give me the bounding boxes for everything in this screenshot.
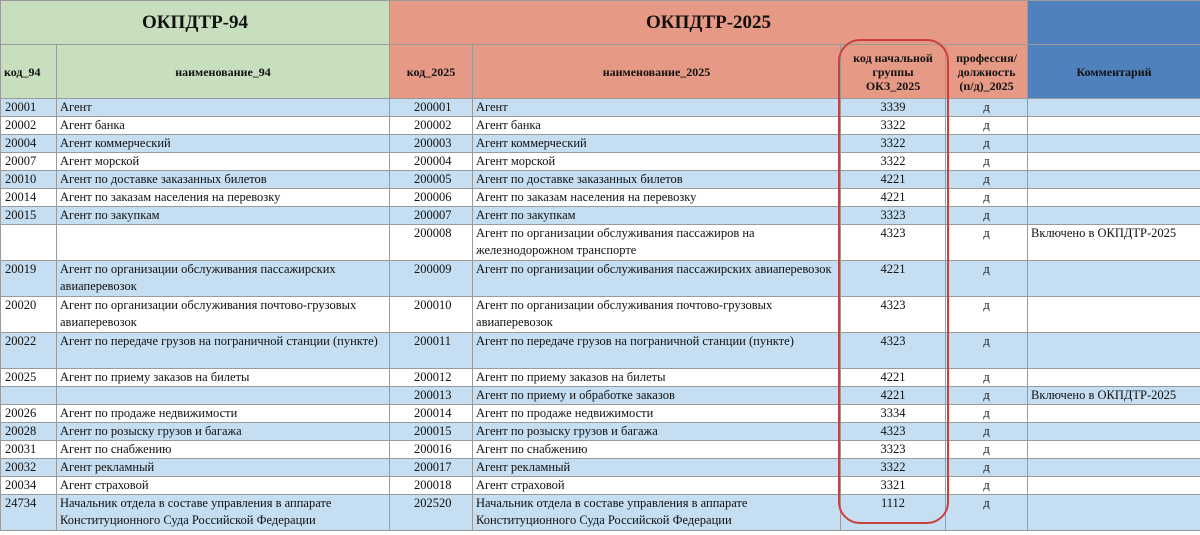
cell-comment[interactable] — [1028, 135, 1200, 153]
table-row — [1, 297, 1200, 333]
table-row — [1, 171, 1200, 189]
cell-okz2025[interactable]: 3322 — [841, 153, 946, 171]
cell-okz2025[interactable]: 4323 — [841, 225, 946, 261]
cell-kod2025[interactable]: 200003 — [390, 135, 473, 153]
cell-name2025[interactable]: Агент по доставке заказанных билетов — [473, 171, 841, 189]
cell-kod2025[interactable]: 200010 — [390, 297, 473, 333]
cell-prof2025[interactable]: д — [946, 387, 1028, 405]
cell-name94[interactable]: Агент по доставке заказанных билетов — [57, 171, 390, 189]
cell-name2025[interactable]: Агент банка — [473, 117, 841, 135]
table-row — [1, 225, 1200, 261]
cell-comment[interactable] — [1028, 495, 1200, 531]
col-okz2025[interactable]: код начальной группы ОКЗ_2025 — [841, 45, 946, 99]
cell-name2025[interactable]: Начальник отдела в составе управления в аппарате Конституционного Суда Российской Федерации — [473, 495, 841, 531]
cell-kod2025[interactable]: 200014 — [390, 405, 473, 423]
cell-okz2025[interactable]: 4221 — [841, 369, 946, 387]
cell-kod2025[interactable]: 200004 — [390, 153, 473, 171]
cell-name94[interactable]: Агент по приему заказов на билеты — [57, 369, 390, 387]
cell-okz2025[interactable]: 1112 — [841, 495, 946, 531]
cell-name94[interactable]: Начальник отдела в составе управления в аппарате Конституционного Суда Российской Федерации — [57, 495, 390, 531]
cell-name94[interactable]: Агент рекламный — [57, 459, 390, 477]
cell-kod2025[interactable]: 200018 — [390, 477, 473, 495]
cell-prof2025[interactable]: д — [946, 99, 1028, 117]
cell-comment[interactable] — [1028, 369, 1200, 387]
cell-prof2025[interactable]: д — [946, 117, 1028, 135]
cell-comment[interactable] — [1028, 297, 1200, 333]
cell-name94[interactable]: Агент по передаче грузов на пограничной станции (пункте) — [57, 333, 390, 369]
cell-okz2025[interactable]: 3334 — [841, 405, 946, 423]
cell-prof2025[interactable]: д — [946, 153, 1028, 171]
cell-okz2025[interactable]: 4323 — [841, 333, 946, 369]
cell-prof2025[interactable]: д — [946, 369, 1028, 387]
cell-name2025[interactable]: Агент рекламный — [473, 459, 841, 477]
cell-comment[interactable] — [1028, 171, 1200, 189]
cell-kod94[interactable]: 20028 — [1, 423, 57, 441]
cell-kod2025[interactable]: 200015 — [390, 423, 473, 441]
cell-name94[interactable]: Агент по организации обслуживания пассажирских авиаперевозок — [57, 261, 390, 297]
cell-comment[interactable] — [1028, 189, 1200, 207]
cell-comment[interactable] — [1028, 405, 1200, 423]
table-row — [1, 189, 1200, 207]
cell-comment[interactable] — [1028, 153, 1200, 171]
cell-name94[interactable]: Агент страховой — [57, 477, 390, 495]
cell-kod94[interactable]: 20032 — [1, 459, 57, 477]
cell-kod2025[interactable]: 200017 — [390, 459, 473, 477]
cell-comment[interactable]: Включено в ОКПДТР-2025 — [1028, 387, 1200, 405]
cell-kod94[interactable]: 20019 — [1, 261, 57, 297]
cell-kod94[interactable]: 20004 — [1, 135, 57, 153]
col-prof2025[interactable]: профессия/ должность (п/д)_2025 — [946, 45, 1028, 99]
cell-name2025[interactable]: Агент по приему и обработке заказов — [473, 387, 841, 405]
cell-name2025[interactable]: Агент по передаче грузов на пограничной станции (пункте) — [473, 333, 841, 369]
cell-kod94[interactable]: 20026 — [1, 405, 57, 423]
cell-prof2025[interactable]: д — [946, 441, 1028, 459]
cell-okz2025[interactable]: 3322 — [841, 117, 946, 135]
cell-kod94[interactable]: 20020 — [1, 297, 57, 333]
cell-name2025[interactable]: Агент морской — [473, 153, 841, 171]
table-row — [1, 333, 1200, 369]
cell-name94[interactable]: Агент коммерческий — [57, 135, 390, 153]
table-row — [1, 153, 1200, 171]
cell-kod94[interactable]: 20031 — [1, 441, 57, 459]
cell-name2025[interactable]: Агент страховой — [473, 477, 841, 495]
cell-kod94[interactable] — [1, 225, 57, 261]
table-row — [1, 441, 1200, 459]
cell-name2025[interactable]: Агент по продаже недвижимости — [473, 405, 841, 423]
cell-kod2025[interactable]: 200011 — [390, 333, 473, 369]
cell-prof2025[interactable]: д — [946, 297, 1028, 333]
cell-okz2025[interactable]: 3322 — [841, 135, 946, 153]
cell-prof2025[interactable]: д — [946, 423, 1028, 441]
cell-prof2025[interactable]: д — [946, 477, 1028, 495]
cell-kod2025[interactable]: 200013 — [390, 387, 473, 405]
cell-kod2025[interactable]: 200016 — [390, 441, 473, 459]
cell-kod2025[interactable]: 200009 — [390, 261, 473, 297]
table-row — [1, 405, 1200, 423]
cell-kod2025[interactable]: 200006 — [390, 189, 473, 207]
group-header-row — [1, 1, 1200, 45]
col-name2025[interactable]: наименование_2025 — [473, 45, 841, 99]
cell-okz2025[interactable]: 4221 — [841, 261, 946, 297]
cell-name2025[interactable]: Агент по заказам населения на перевозку — [473, 189, 841, 207]
cell-prof2025[interactable]: д — [946, 333, 1028, 369]
cell-okz2025[interactable]: 3323 — [841, 441, 946, 459]
cell-name94[interactable] — [57, 225, 390, 261]
cell-prof2025[interactable]: д — [946, 225, 1028, 261]
okpdtr94-header: ОКПДТР-94 — [1, 1, 390, 45]
cell-prof2025[interactable]: д — [946, 135, 1028, 153]
cell-comment[interactable] — [1028, 261, 1200, 297]
cell-name94[interactable] — [57, 387, 390, 405]
cell-prof2025[interactable]: д — [946, 207, 1028, 225]
cell-prof2025[interactable]: д — [946, 405, 1028, 423]
cell-comment[interactable]: Включено в ОКПДТР-2025 — [1028, 225, 1200, 261]
table-row — [1, 207, 1200, 225]
cell-kod94[interactable]: 20010 — [1, 171, 57, 189]
cell-kod2025[interactable]: 200012 — [390, 369, 473, 387]
table-row — [1, 387, 1200, 405]
cell-name2025[interactable]: Агент по закупкам — [473, 207, 841, 225]
cell-okz2025[interactable]: 4221 — [841, 387, 946, 405]
cell-kod2025[interactable]: 200007 — [390, 207, 473, 225]
cell-prof2025[interactable]: д — [946, 171, 1028, 189]
cell-name94[interactable]: Агент по снабжению — [57, 441, 390, 459]
cell-name2025[interactable]: Агент по организации обслуживания почтово-грузовых авиаперевозок — [473, 297, 841, 333]
cell-kod2025[interactable]: 200008 — [390, 225, 473, 261]
cell-prof2025[interactable]: д — [946, 261, 1028, 297]
cell-okz2025[interactable]: 3323 — [841, 207, 946, 225]
cell-name94[interactable]: Агент по заказам населения на перевозку — [57, 189, 390, 207]
cell-name2025[interactable]: Агент по розыску грузов и багажа — [473, 423, 841, 441]
cell-name94[interactable]: Агент по закупкам — [57, 207, 390, 225]
col-name94[interactable]: наименование_94 — [57, 45, 390, 99]
cell-name94[interactable]: Агент по продаже недвижимости — [57, 405, 390, 423]
cell-prof2025[interactable]: д — [946, 495, 1028, 531]
cell-kod94[interactable]: 20014 — [1, 189, 57, 207]
cell-kod94[interactable]: 20025 — [1, 369, 57, 387]
cell-name2025[interactable]: Агент коммерческий — [473, 135, 841, 153]
cell-name2025[interactable]: Агент — [473, 99, 841, 117]
cell-comment[interactable] — [1028, 333, 1200, 369]
cell-comment[interactable] — [1028, 459, 1200, 477]
table-row — [1, 459, 1200, 477]
cell-name94[interactable]: Агент банка — [57, 117, 390, 135]
table-row — [1, 99, 1200, 117]
cell-okz2025[interactable]: 4323 — [841, 297, 946, 333]
col-kod2025[interactable]: код_2025 — [390, 45, 473, 99]
cell-kod94[interactable]: 20001 — [1, 99, 57, 117]
cell-name2025[interactable]: Агент по организации обслуживания пассажирских авиаперевозок — [473, 261, 841, 297]
cell-name94[interactable]: Агент морской — [57, 153, 390, 171]
cell-okz2025[interactable]: 3322 — [841, 459, 946, 477]
cell-name2025[interactable]: Агент по организации обслуживания пассажиров на железнодорожном транспорте — [473, 225, 841, 261]
cell-kod94[interactable]: 20022 — [1, 333, 57, 369]
cell-comment[interactable] — [1028, 441, 1200, 459]
cell-name2025[interactable]: Агент по приему заказов на билеты — [473, 369, 841, 387]
cell-name94[interactable]: Агент по организации обслуживания почтово-грузовых авиаперевозок — [57, 297, 390, 333]
cell-comment[interactable] — [1028, 117, 1200, 135]
cell-kod94[interactable]: 20002 — [1, 117, 57, 135]
table-body — [1, 99, 1200, 531]
cell-prof2025[interactable]: д — [946, 189, 1028, 207]
cell-comment[interactable] — [1028, 207, 1200, 225]
okpdtr2025-header: ОКПДТР-2025 — [390, 1, 1028, 45]
cell-okz2025[interactable]: 3339 — [841, 99, 946, 117]
cell-name2025[interactable]: Агент по снабжению — [473, 441, 841, 459]
cell-name94[interactable]: Агент — [57, 99, 390, 117]
cell-okz2025[interactable]: 4323 — [841, 423, 946, 441]
cell-name94[interactable]: Агент по розыску грузов и багажа — [57, 423, 390, 441]
cell-okz2025[interactable]: 3321 — [841, 477, 946, 495]
table-row — [1, 423, 1200, 441]
cell-okz2025[interactable]: 4221 — [841, 171, 946, 189]
cell-kod94[interactable]: 20007 — [1, 153, 57, 171]
cell-prof2025[interactable]: д — [946, 459, 1028, 477]
cell-comment[interactable] — [1028, 99, 1200, 117]
blank-header — [1028, 1, 1200, 45]
table-row — [1, 135, 1200, 153]
col-kod94[interactable]: код_94 — [1, 45, 57, 99]
table-row — [1, 261, 1200, 297]
cell-kod94[interactable]: 20015 — [1, 207, 57, 225]
cell-kod94[interactable]: 24734 — [1, 495, 57, 531]
cell-kod2025[interactable]: 200002 — [390, 117, 473, 135]
cell-comment[interactable] — [1028, 477, 1200, 495]
cell-kod94[interactable]: 20034 — [1, 477, 57, 495]
table-row — [1, 117, 1200, 135]
col-comment[interactable]: Комментарий — [1028, 45, 1200, 99]
table-row — [1, 495, 1200, 531]
cell-okz2025[interactable]: 4221 — [841, 189, 946, 207]
cell-kod2025[interactable]: 200001 — [390, 99, 473, 117]
cell-kod2025[interactable]: 200005 — [390, 171, 473, 189]
table-row — [1, 477, 1200, 495]
cell-comment[interactable] — [1028, 423, 1200, 441]
table-row — [1, 369, 1200, 387]
cell-kod2025[interactable]: 202520 — [390, 495, 473, 531]
column-header-row — [1, 45, 1200, 99]
cell-kod94[interactable] — [1, 387, 57, 405]
